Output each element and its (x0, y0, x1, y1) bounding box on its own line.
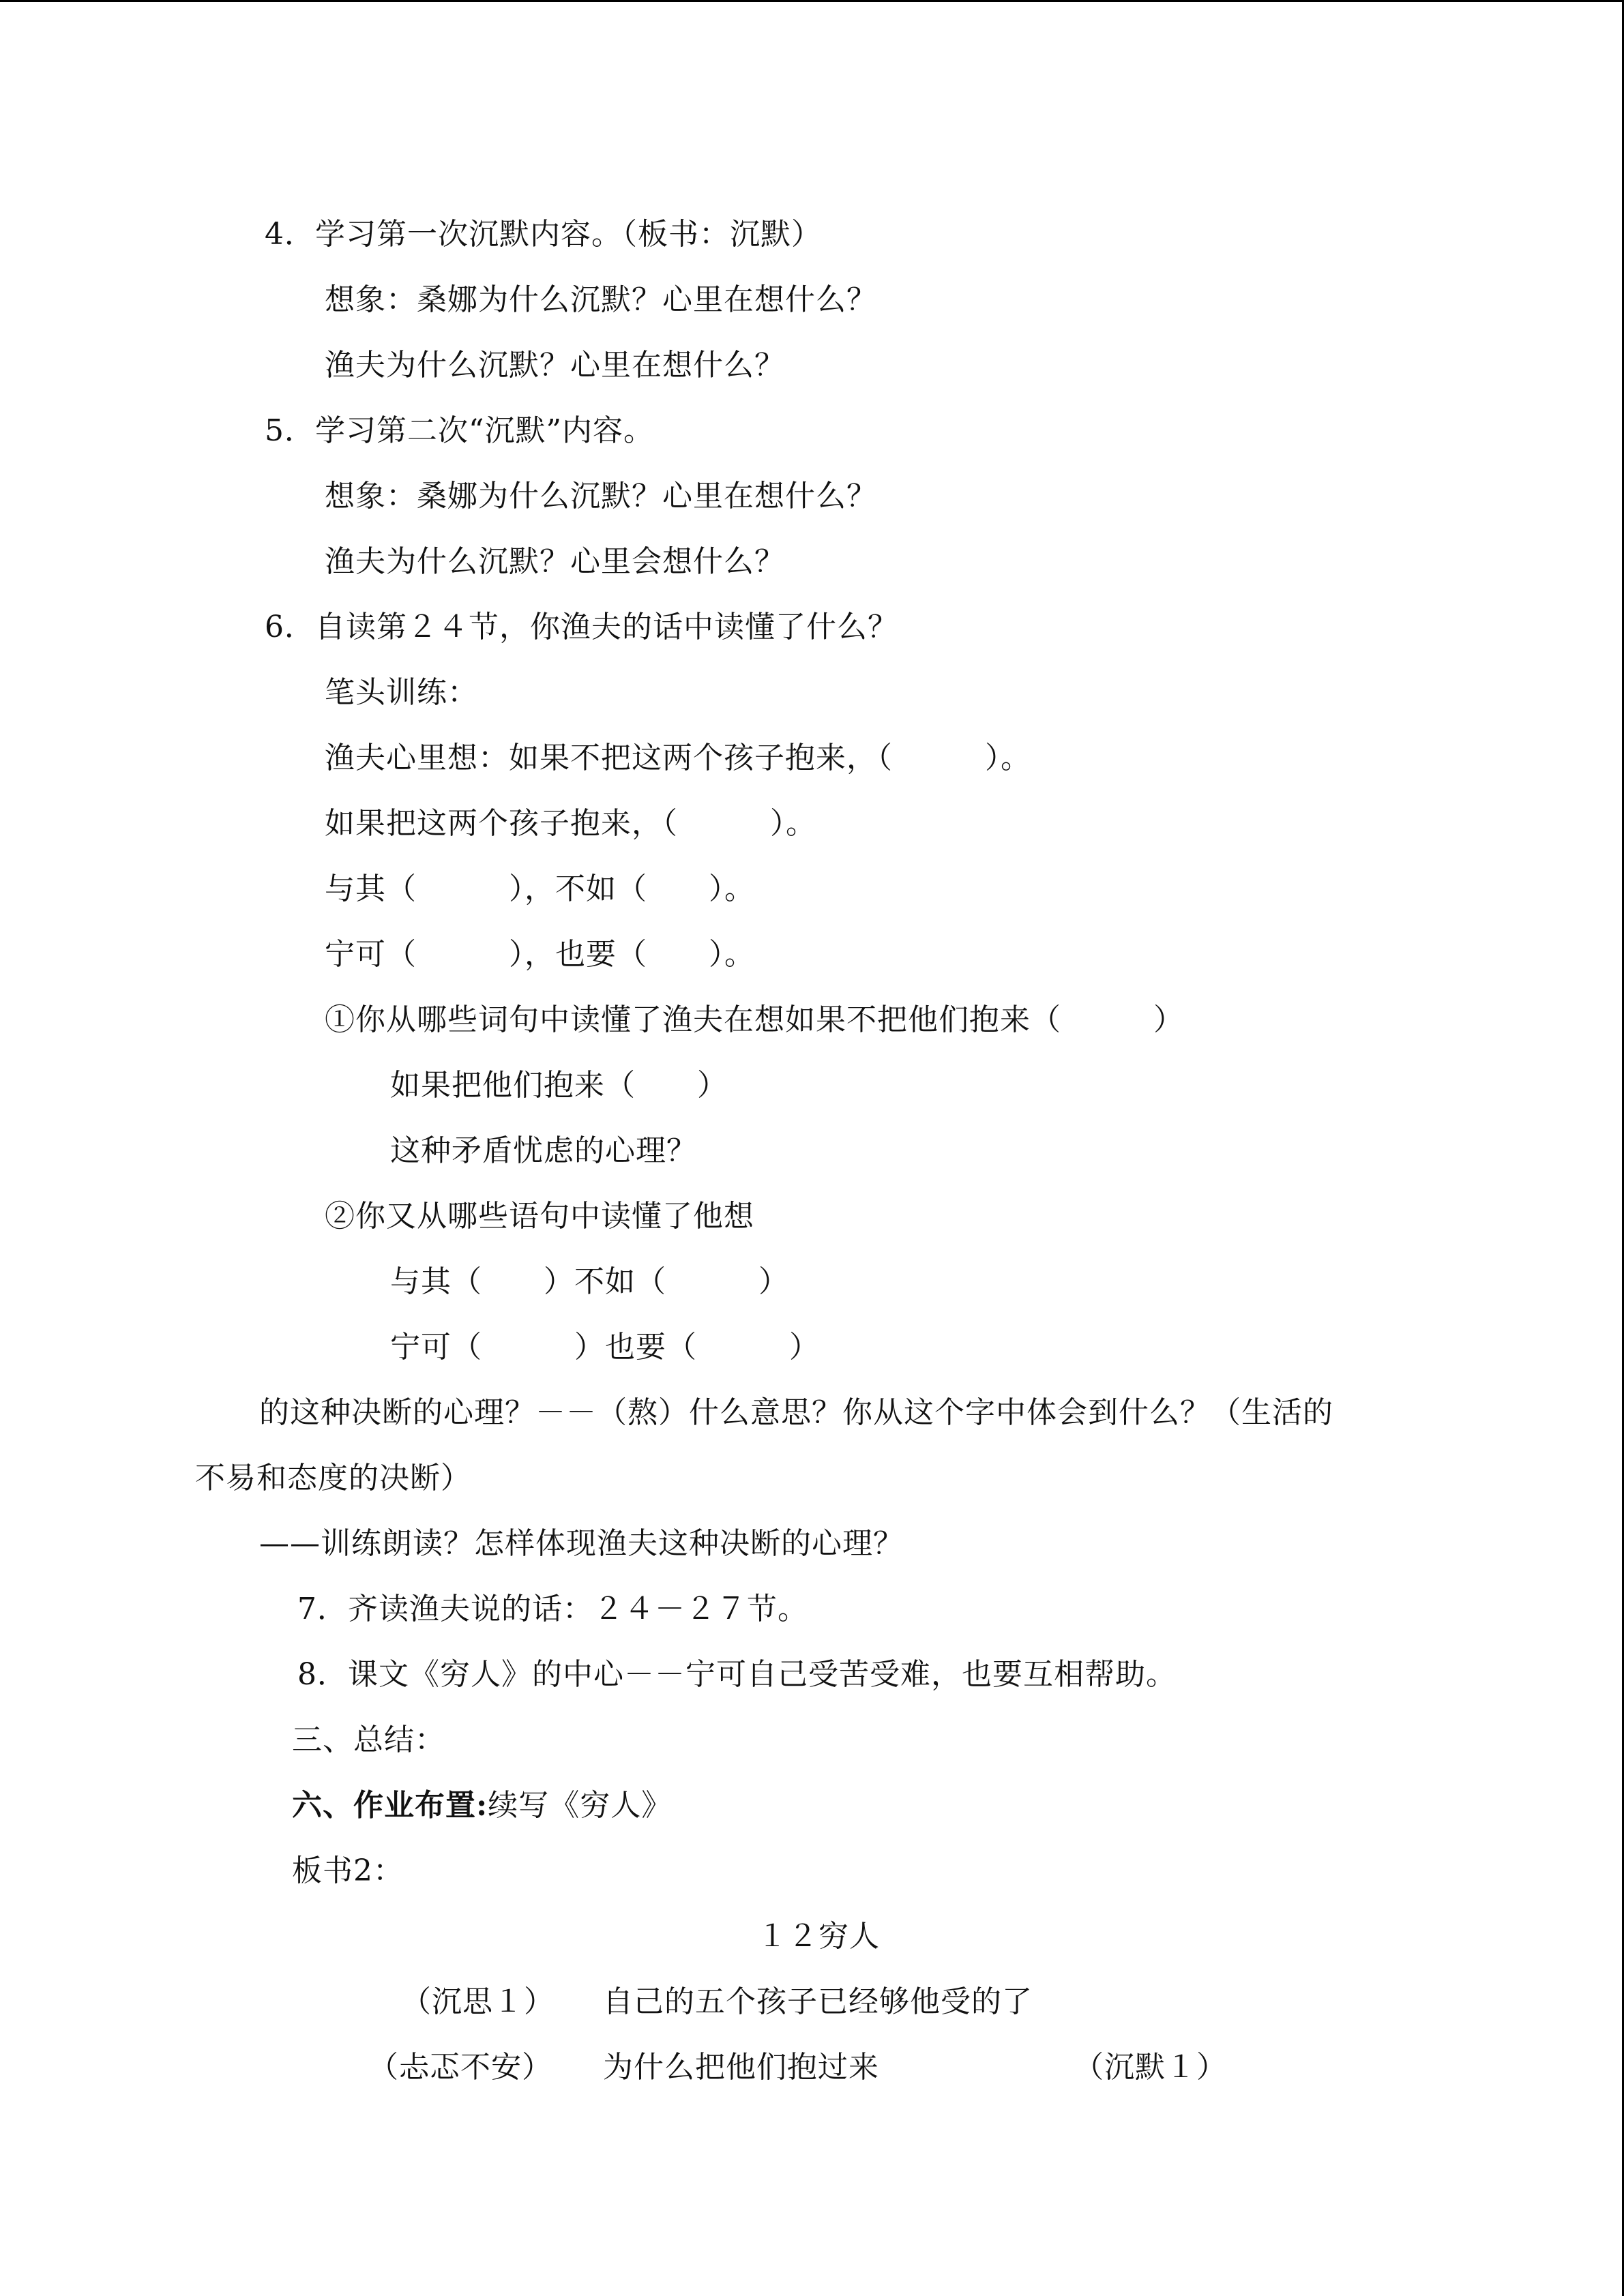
board-row-2-right: （沉默１） (1074, 2050, 1227, 2085)
question-2-line-2: 与其（ ）不如（ ） (390, 1264, 789, 1299)
training-line-4: 宁可（ ），也要（ ）。 (325, 937, 755, 972)
step-5-question-fisherman: 渔夫为什么沉默？心里会想什么？ (325, 544, 785, 579)
step-8: 8．课文《穷人》的中心－－宁可自己受苦受难，也要互相帮助。 (297, 1657, 1177, 1692)
step-4-question-fisherman: 渔夫为什么沉默？心里在想什么？ (325, 348, 785, 383)
question-1: ①你从哪些词句中读懂了渔夫在想如果不把他们抱来（ ） (325, 1002, 1184, 1037)
top-border (0, 0, 1624, 2)
training-line-1: 渔夫心里想：如果不把这两个孩子抱来，（ ）。 (325, 741, 1031, 775)
board-row-1-middle: 自己的五个孩子已经够他受的了 (603, 1984, 1033, 2019)
question-1-line-3: 这种矛盾忧虑的心理？ (390, 1133, 697, 1168)
reading-training: ——训练朗读？怎样体现渔夫这种决断的心理？ (259, 1526, 904, 1561)
step-4-question-sangna: 想象：桑娜为什么沉默？心里在想什么？ (325, 282, 877, 317)
question-2-line-3: 宁可（ ）也要（ ） (390, 1330, 820, 1365)
board-label: 板书2： (292, 1853, 404, 1888)
paragraph-line-1: 的这种决断的心理？－－（熬）什么意思？你从这个字中体会到什么？（生活的 (259, 1395, 1333, 1430)
homework-line (292, 1785, 672, 1826)
question-1-line-2: 如果把他们抱来（ ） (390, 1068, 728, 1103)
board-row-2-middle: 为什么把他们抱过来 (603, 2050, 879, 2085)
writing-training-label: 笔头训练： (325, 675, 478, 710)
homework-text: 续写《穷人》 (488, 1788, 673, 1823)
training-line-2: 如果把这两个孩子抱来，（ ）。 (325, 806, 816, 841)
paragraph-line-2: 不易和态度的决断） (195, 1461, 471, 1495)
summary-heading: 三、总结： (292, 1723, 445, 1757)
step-5-question-sangna: 想象：桑娜为什么沉默？心里在想什么？ (325, 479, 877, 513)
board-row-1-left: （沉思１） (401, 1984, 555, 2019)
step-4-heading: 4．学习第一次沉默内容。（板书：沉默） (265, 217, 822, 252)
question-2: ②你又从哪些语句中读懂了他想 (325, 1199, 754, 1234)
homework-label: 六、作业布置: (292, 1788, 488, 1823)
board-row-2-left: （忐忑不安） (368, 2050, 552, 2085)
training-line-3: 与其（ ），不如（ ）。 (325, 871, 755, 906)
step-6-heading: 6．自读第２４节，你渔夫的话中读懂了什么？ (265, 610, 898, 644)
step-5-heading: 5．学习第二次“沉默”内容。 (265, 413, 654, 448)
step-7: 7．齐读渔夫说的话：２４－２７节。 (297, 1592, 808, 1626)
board-title: １２穷人 (757, 1919, 880, 1954)
